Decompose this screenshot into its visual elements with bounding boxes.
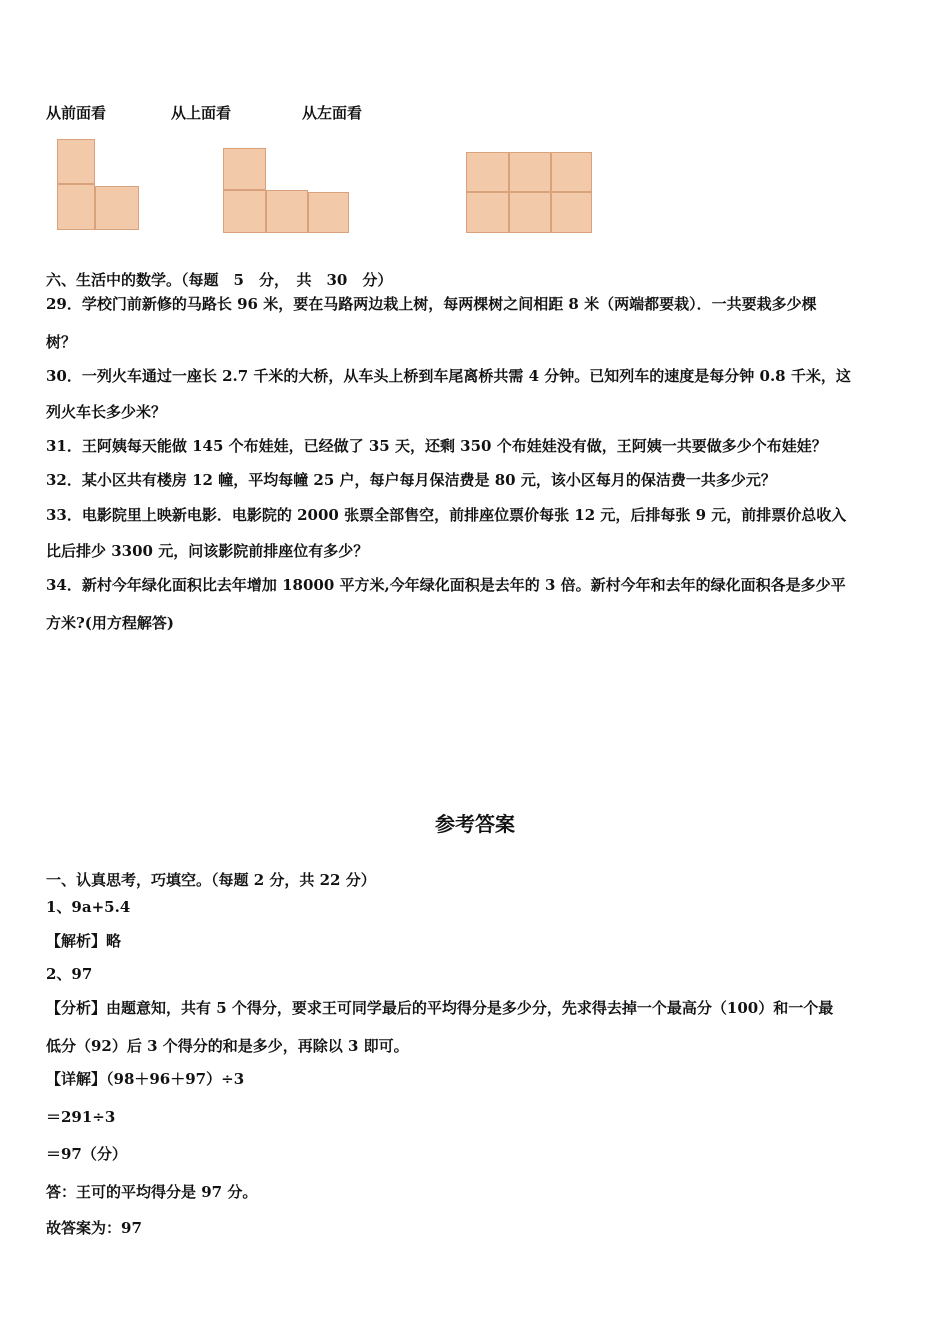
front-view-square bbox=[95, 186, 139, 230]
problem-34-line1: 34．新村今年绿化面积比去年增加 18000 平方米,今年绿化面积是去年的 3 倍。新村今年和去年的绿化面积各是多少平 bbox=[46, 576, 846, 594]
problem-33-line2: 比后排少 3300 元，问该影院前排座位有多少？ bbox=[46, 542, 369, 560]
problem-30-line2: 列火车长多少米？ bbox=[46, 403, 167, 421]
left-view-square bbox=[466, 192, 509, 233]
answer-2-step1: ＝291÷3 bbox=[46, 1108, 116, 1126]
answer-2-final: 故答案为：97 bbox=[46, 1219, 142, 1237]
top-view-square bbox=[266, 190, 308, 233]
answer-1: 1、9a+5.4 bbox=[46, 898, 131, 916]
answer-2-analysis-line2: 低分（92）后 3 个得分的和是多少，再除以 3 即可。 bbox=[46, 1037, 409, 1055]
problem-30-line1: 30．一列火车通过一座长 2.7 千米的大桥，从车头上桥到车尾离桥共需 4 分钟。已知列车的速度是每分钟 0.8 千米，这 bbox=[46, 367, 851, 385]
answer-2-detail: 【详解】（98＋96＋97）÷3 bbox=[46, 1070, 245, 1088]
left-view-square bbox=[466, 152, 509, 192]
problem-34-line2: 方米?(用方程解答) bbox=[46, 614, 174, 632]
problem-32: 32．某小区共有楼房 12 幢，平均每幢 25 户，每户每月保洁费是 80 元，该小区每月的保洁费一共多少元？ bbox=[46, 471, 776, 489]
left-view-label: 从左面看 bbox=[302, 104, 363, 122]
problem-31: 31．王阿姨每天能做 145 个布娃娃，已经做了 35 天，还剩 350 个布娃娃没有做，王阿姨一共要做多少个布娃娃？ bbox=[46, 437, 827, 455]
top-view-square bbox=[308, 192, 349, 233]
problem-33-line1: 33．电影院里上映新电影．电影院的 2000 张票全部售空，前排座位票价每张 12 元，后排每张 9 元，前排票价总收入 bbox=[46, 506, 847, 524]
problem-29-line1: 29．学校门前新修的马路长 96 米，要在马路两边栽上树，每两棵树之间相距 8 米（两端都要栽）．一共要栽多少棵 bbox=[46, 295, 817, 313]
top-view-label: 从上面看 bbox=[171, 104, 232, 122]
answers-section1-heading: 一、认真思考，巧填空。（每题 2 分，共 22 分） bbox=[46, 871, 376, 889]
answer-2: 2、97 bbox=[46, 965, 93, 983]
front-view-label: 从前面看 bbox=[46, 104, 107, 122]
section6-heading: 六、生活中的数学。（每题 5 分， 共 30 分） bbox=[46, 271, 393, 289]
answer-2-statement: 答：王可的平均得分是 97 分。 bbox=[46, 1183, 258, 1201]
front-view-square bbox=[57, 184, 95, 230]
top-view-square bbox=[223, 190, 266, 233]
answers-title: 参考答案 bbox=[435, 812, 515, 836]
left-view-square bbox=[509, 192, 551, 233]
answer-1-analysis: 【解析】略 bbox=[46, 932, 122, 950]
front-view-square bbox=[57, 139, 95, 184]
problem-29-line2: 树？ bbox=[46, 333, 77, 351]
answer-2-step2: ＝97（分） bbox=[46, 1145, 127, 1163]
answer-2-analysis-line1: 【分析】由题意知，共有 5 个得分，要求王可同学最后的平均得分是多少分，先求得去掉一个最高分（100）和一个最 bbox=[46, 999, 834, 1017]
left-view-square bbox=[551, 192, 592, 233]
left-view-square bbox=[551, 152, 592, 192]
left-view-square bbox=[509, 152, 551, 192]
top-view-square bbox=[223, 148, 266, 190]
